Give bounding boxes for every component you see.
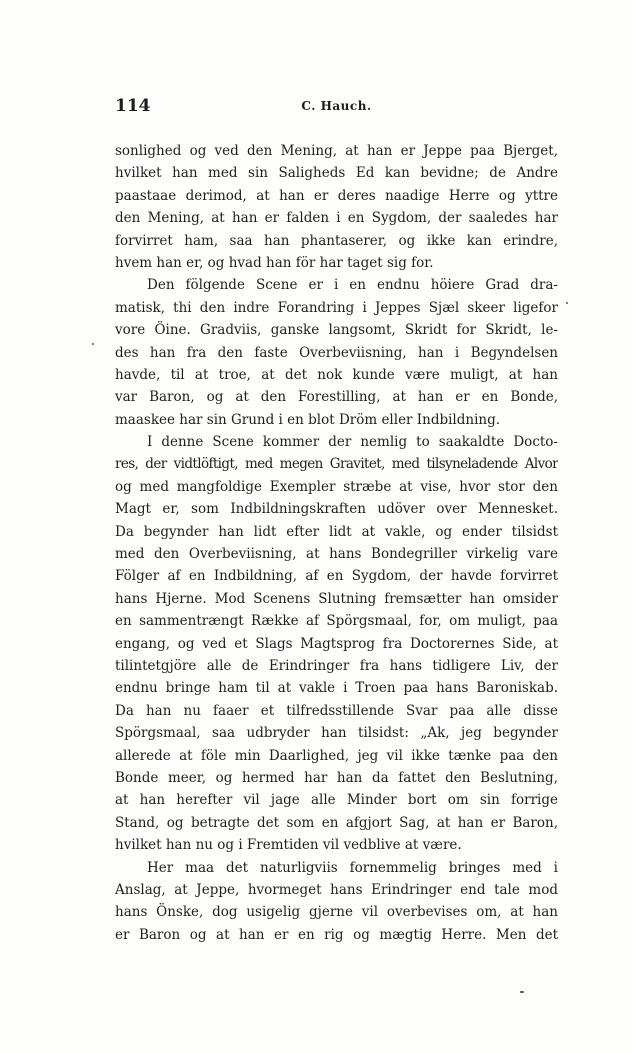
text-line: hvilket han med sin Saligheds Ed kan bevidne; de Andre [115, 165, 558, 182]
text-line: allerede at föle min Daarlighed, jeg vil ikke tænke paa den [115, 747, 558, 764]
text-line: endnu bringe ham til at vakle i Troen paa hans Baroniskab. [115, 680, 558, 697]
text-line: Da han nu faaer et tilfredsstillende Svar paa alle disse [115, 702, 558, 719]
running-title: C. Hauch. [301, 99, 372, 113]
text-line: havde, til at troe, at det nok kunde være muligt, at han [115, 366, 558, 383]
text-line: sonlighed og ved den Mening, at han er Jeppe paa Bjerget, [115, 143, 558, 159]
text-line: Fölger af en Indbildning, af en Sygdom, der havde forvirret [115, 568, 558, 585]
text-line: engang, og ved et Slags Magtsprog fra Doctorernes Side, at [115, 635, 558, 652]
text-line: matisk, thi den indre Forandring i Jeppes Sjæl skeer ligefor [115, 299, 558, 316]
paper-speck [92, 343, 94, 345]
page-number: 114 [115, 96, 151, 116]
text-line: Da begynder han lidt efter lidt at vakle, og ender tilsidst [115, 523, 558, 540]
text-line: Bonde meer, og hermed har han da fattet den Beslutning, [115, 769, 558, 786]
text-line: paastaae derimod, at han er deres naadige Herre og yttre [115, 187, 558, 204]
text-line: res, der vidtlöftigt, med megen Gravitet, med tilsyneladende Alvor [115, 456, 558, 473]
text-line: med den Overbeviisning, at hans Bondegriller virkelig vare [115, 546, 558, 563]
paragraph-start-line: Den fölgende Scene er i en endnu höiere Grad dra- [147, 277, 558, 294]
text-line: forvirret ham, saa han phantaserer, og ikke kan erindre, [115, 232, 558, 249]
text-line: des han fra den faste Overbeviisning, han i Begyndelsen [115, 344, 558, 361]
text-line: hvilket han nu og i Fremtiden vil vedblive at være. [115, 837, 462, 854]
text-line: tilintetgjöre alle de Erindringer fra hans tidligere Liv, der [115, 657, 558, 674]
text-line: vore Öine. Gradviis, ganske langsomt, Skridt for Skridt, le- [115, 322, 558, 339]
text-line: hans Hjerne. Mod Scenens Slutning fremsætter han omsider [115, 590, 558, 607]
text-line: Magt er, som Indbildningskraften udöver over Mennesket. [115, 501, 558, 518]
text-line: var Baron, og at den Forestilling, at han er en Bonde, [115, 389, 558, 406]
paper-speck [566, 302, 568, 304]
text-line: Stand, og betragte det som en afgjort Sag, at han er Baron, [115, 814, 558, 831]
body-text [115, 140, 558, 946]
text-line: hans Önske, dog usigelig gjerne vil overbevises om, at han [115, 904, 558, 921]
paper-speck [520, 991, 524, 993]
paragraph-start-line: I denne Scene kommer der nemlig to saakaldte Docto- [147, 434, 558, 451]
text-line: Spörgsmaal, saa udbryder han tilsidst: „Ak, jeg begynder [115, 725, 558, 742]
paragraph-start-line: Her maa det naturligviis fornemmelig bringes med i [147, 859, 558, 876]
text-line: Anslag, at Jeppe, hvormeget hans Erindringer end tale mod [115, 881, 558, 898]
text-line: hvem han er, og hvad han för har taget sig for. [115, 254, 434, 271]
text-line: og med mangfoldige Exempler stræbe at vise, hvor stor den [115, 478, 558, 495]
text-line: maaskee har sin Grund i en blot Dröm eller Indbildning. [115, 411, 501, 428]
text-line: en sammentrængt Række af Spörgsmaal, for, om muligt, paa [115, 613, 558, 630]
text-line: at han herefter vil jage alle Minder bort om sin forrige [115, 792, 558, 809]
text-line: den Mening, at han er falden i en Sygdom, der saaledes har [115, 210, 558, 227]
running-head [115, 96, 558, 120]
text-line: er Baron og at han er en rig og mægtig Herre. Men det [115, 926, 558, 943]
